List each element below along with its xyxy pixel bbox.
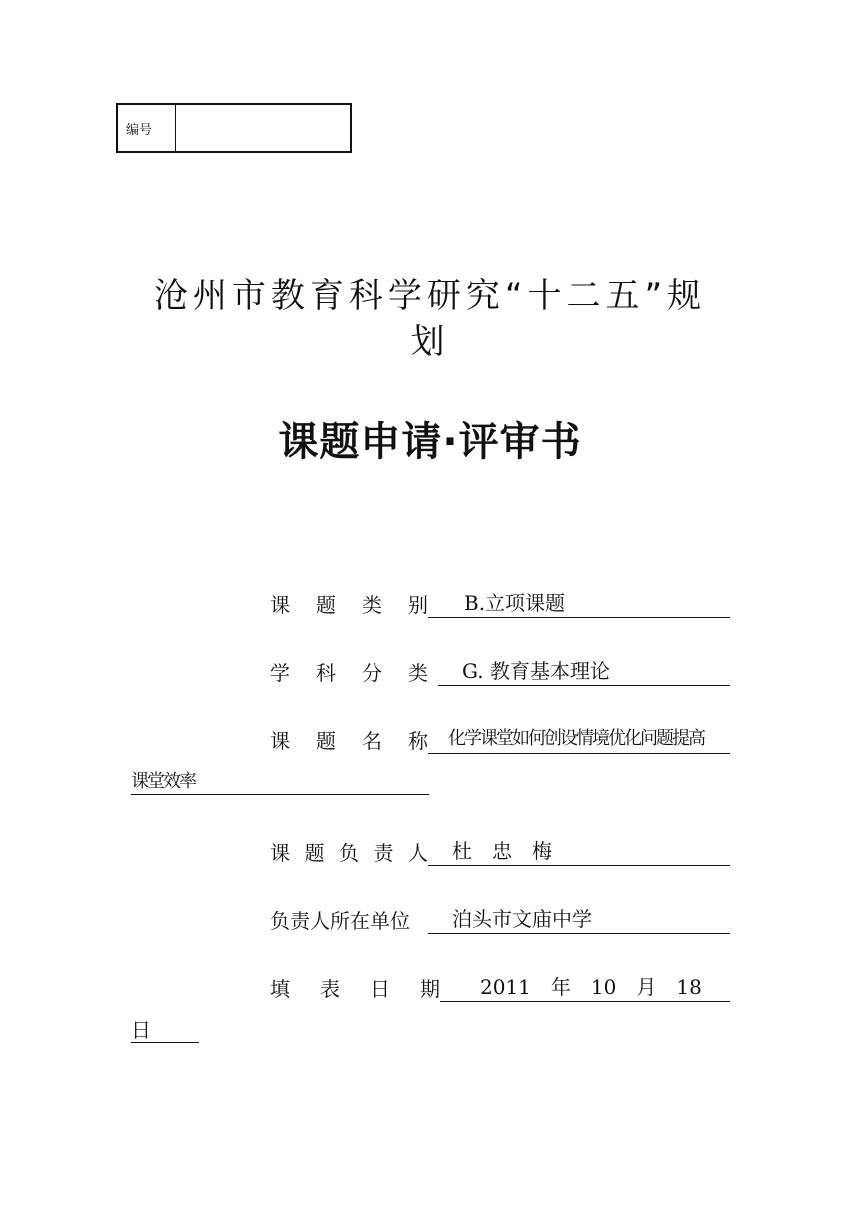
field-unit: [270, 904, 730, 934]
field-date: [270, 972, 730, 1002]
main-title-line-1: 沧州市教育科学研究“十二五”规: [153, 276, 707, 316]
field-topic-value: 化学课堂如何创设情境优化问题提高: [428, 725, 730, 754]
field-date-value-continued: 日: [131, 1018, 199, 1043]
field-leader: [270, 836, 730, 866]
field-category-label: 课 题 类 别: [270, 593, 428, 617]
field-leader-value: 杜 忠 梅: [428, 837, 730, 866]
field-date-value: 2011 年 10 月 18: [440, 973, 730, 1002]
field-leader-label: 课 题 负 责 人: [270, 841, 428, 865]
field-date-label: 填 表 日 期: [270, 977, 440, 1001]
field-category-value: B.立项课题: [428, 589, 730, 618]
field-subject-label: 学 科 分 类: [270, 661, 428, 685]
document-title: 课题申请·评审书: [278, 419, 582, 465]
field-unit-value: 泊头市文庙中学: [428, 905, 730, 934]
field-topic: [270, 724, 730, 754]
field-subject: [270, 656, 730, 686]
id-number-value: [176, 105, 350, 151]
main-title-line-2: 划: [410, 322, 450, 362]
field-unit-label: 负责人所在单位: [270, 909, 410, 933]
id-number-box: [116, 103, 352, 153]
id-number-label: 编号: [118, 105, 176, 151]
field-topic-label: 课 题 名 称: [270, 729, 428, 753]
field-category: [270, 588, 730, 618]
field-topic-value-continued: 课堂效率: [131, 770, 429, 795]
field-subject-value: G. 教育基本理论: [438, 657, 730, 686]
